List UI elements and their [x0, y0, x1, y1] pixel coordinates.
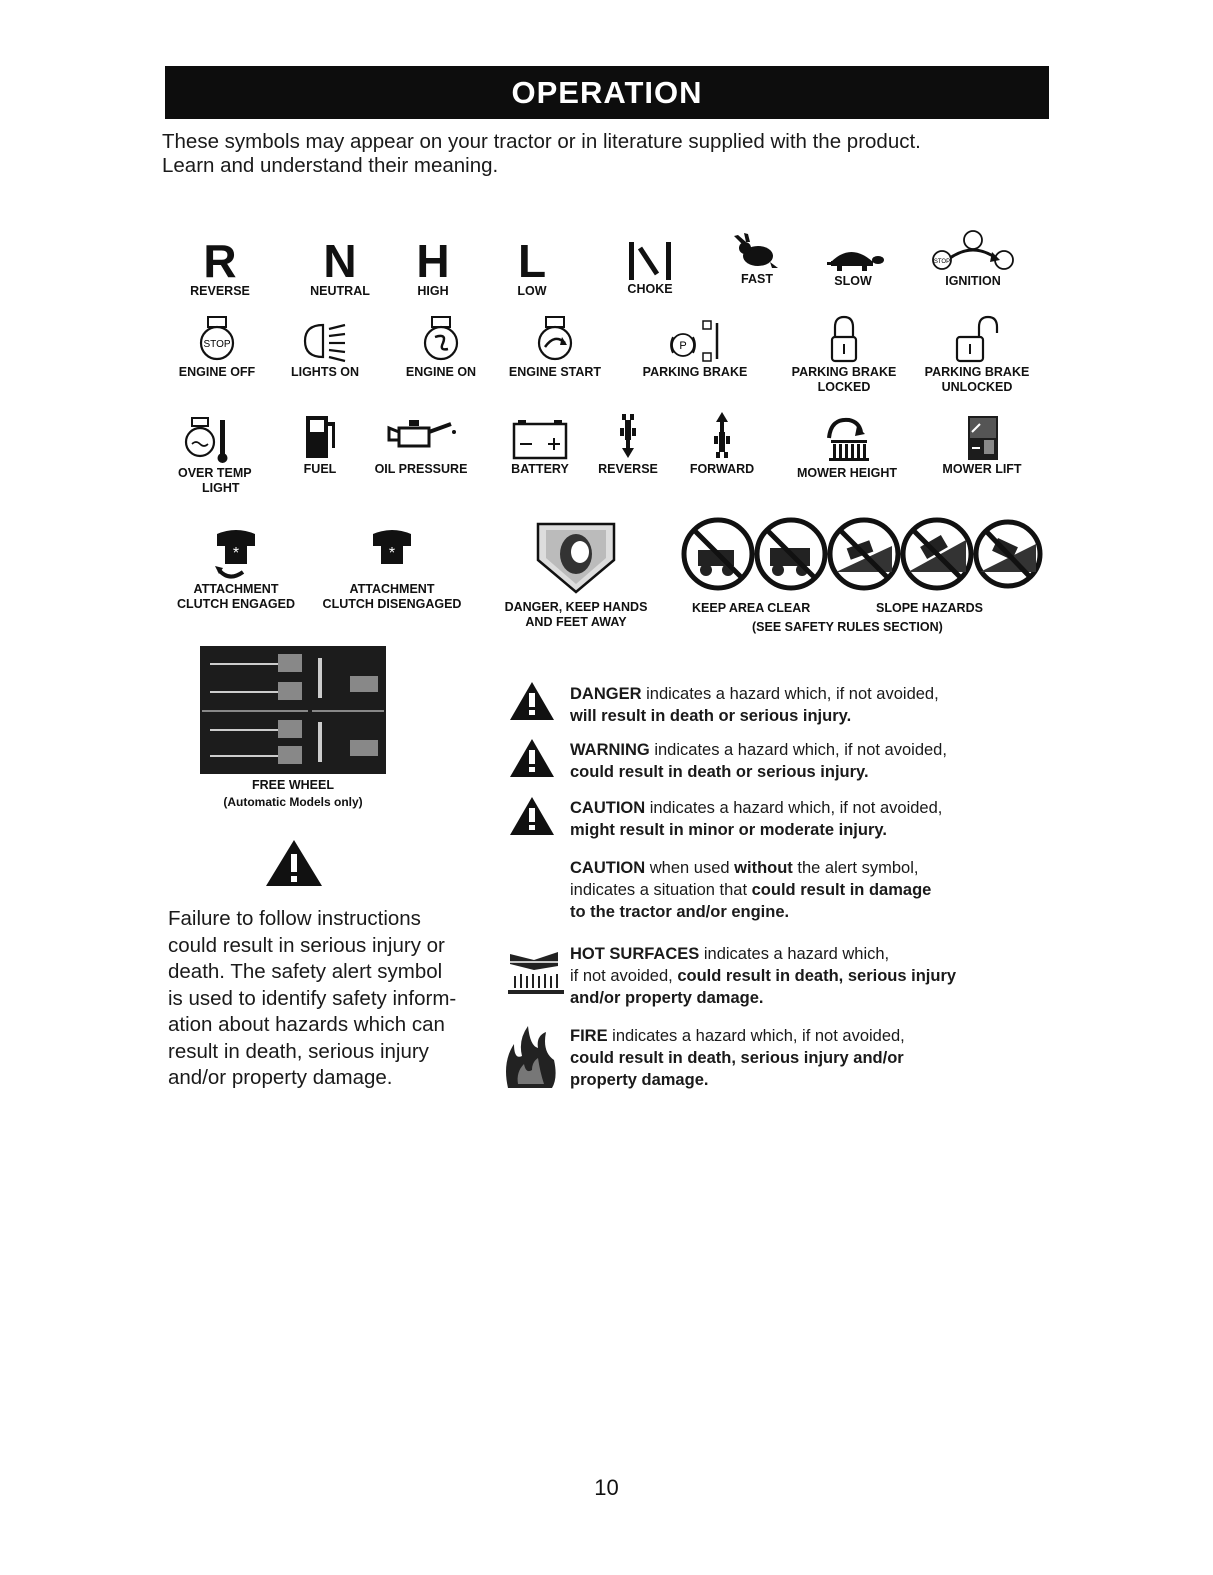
svg-text:*: * [388, 545, 396, 562]
label-engine-off: ENGINE OFF [178, 365, 256, 379]
label-engine-start: ENGINE START [508, 365, 602, 379]
hazard-hot-surfaces [570, 943, 1040, 1009]
caution2-d: to the tractor and/or engine. [570, 903, 790, 921]
warning-bold: could result in death or serious injury. [570, 763, 869, 781]
hazard-fire [570, 1025, 1040, 1091]
warning-triangle-icon [264, 838, 324, 888]
label-fast: FAST [741, 272, 773, 286]
mower-lift-icon [962, 410, 1002, 462]
symbol-parking-brake-unlocked [913, 313, 1041, 395]
park-letter: P [679, 340, 687, 352]
symbol-attachment-engaged [170, 528, 302, 612]
fuel-pump-icon [300, 410, 340, 462]
label-forward-arrow: FORWARD [689, 462, 755, 476]
label-keep-area-clear: KEEP AREA CLEAR [692, 601, 811, 615]
fire-text: indicates a hazard which, if not avoided, [607, 1027, 905, 1045]
label-pb-locked-2: LOCKED [817, 380, 871, 394]
label-free-wheel-note: (Automatic Models only) [223, 795, 363, 809]
caution-alert-icon [508, 795, 556, 842]
danger-text: indicates a hazard which, if not avoided, [641, 685, 939, 703]
fire-bold-2: property damage. [570, 1071, 709, 1089]
turtle-icon [821, 240, 885, 274]
caution2-without: without [734, 859, 793, 877]
label-reverse-arrow: REVERSE [598, 462, 658, 476]
label-att-eng-2: CLUTCH ENGAGED [176, 597, 296, 611]
symbol-battery [500, 410, 580, 477]
failure-line-6: result in death, serious injury [168, 1039, 429, 1063]
pto-disengaged-icon [367, 528, 417, 584]
slope-hazard-icon-3 [976, 522, 1040, 586]
label-free-wheel: FREE WHEEL [252, 778, 334, 792]
warning-alert-icon [508, 737, 556, 784]
symbol-engine-start [500, 313, 610, 380]
reverse-letter: R [203, 235, 237, 287]
symbol-parking-brake [630, 313, 760, 380]
mower-height-icon [817, 410, 877, 466]
prohibition-icons [678, 516, 1044, 592]
symbol-slow [818, 240, 888, 289]
caution-text: indicates a hazard which, if not avoided, [645, 799, 943, 817]
label-mower-lift: MOWER LIFT [942, 462, 1022, 476]
symbol-oil-pressure [366, 410, 476, 477]
hand-hazard-icon [534, 520, 618, 594]
engine-on-icon [421, 313, 461, 365]
label-choke: CHOKE [627, 282, 673, 296]
symbol-lights-on [280, 313, 370, 380]
label-safety-rules: (SEE SAFETY RULES SECTION) [752, 620, 943, 634]
label-low: LOW [517, 284, 547, 298]
intro-line-2: Learn and understand their meaning. [162, 154, 499, 177]
warning-word: WARNING [570, 741, 650, 759]
symbol-neutral [302, 235, 378, 299]
ignition-stop-text: STOP [933, 259, 951, 265]
free-wheel-caption [200, 777, 386, 811]
caution2-word: CAUTION [570, 859, 646, 877]
label-mower-height: MOWER HEIGHT [797, 466, 897, 480]
caution2-a: when used [645, 859, 735, 877]
neutral-letter: N [323, 235, 357, 287]
label-pb-unlocked-1: PARKING BRAKE [924, 365, 1030, 379]
ignition-icon [930, 228, 1016, 274]
failure-line-7: and/or property damage. [168, 1066, 393, 1089]
no-bystanders-icon-1 [684, 520, 752, 588]
label-fuel: FUEL [303, 462, 337, 476]
intro-line-1: These symbols may appear on your tractor or in literature supplied with the product. [162, 130, 921, 153]
slope-hazard-icon-2 [903, 520, 971, 588]
label-lights-on: LIGHTS ON [290, 365, 360, 379]
fire-bold-1: could result in death, serious injury and/or [570, 1049, 904, 1067]
headlight-icon [297, 313, 353, 365]
thermometer-engine-icon [184, 410, 234, 466]
engine-start-icon [535, 313, 575, 365]
free-wheel-panel [200, 646, 386, 774]
symbol-attachment-disengaged [312, 528, 472, 612]
reverse-tractor-icon [613, 410, 643, 462]
label-over-temp-1: OVER TEMP [178, 466, 252, 480]
label-neutral: NEUTRAL [310, 284, 370, 298]
label-high: HIGH [417, 284, 449, 298]
label-danger-1: DANGER, KEEP HANDS [504, 600, 648, 614]
hot-text: indicates a hazard which, [699, 945, 890, 963]
symbol-high [405, 235, 461, 299]
failure-paragraph [168, 906, 488, 1092]
symbol-forward-arrow [682, 410, 762, 477]
symbol-engine-on [396, 313, 486, 380]
svg-text:*: * [232, 545, 240, 562]
symbol-reverse [185, 235, 255, 299]
low-letter: L [517, 235, 547, 287]
free-wheel-diagram-icon [200, 646, 386, 774]
hot-bold-2: and/or property damage. [570, 989, 764, 1007]
label-slope-hazards: SLOPE HAZARDS [876, 601, 983, 615]
label-over-temp-2: LIGHT [202, 481, 240, 495]
symbol-choke [615, 238, 685, 297]
label-reverse: REVERSE [190, 284, 250, 298]
symbol-keep-hands-away [492, 520, 660, 630]
engine-off-stop-text: STOP [203, 339, 231, 350]
no-bystanders-icon-2 [757, 520, 825, 588]
symbol-low [507, 235, 557, 299]
label-parking-brake: PARKING BRAKE [642, 365, 748, 379]
choke-icon [623, 238, 677, 282]
intro-text [162, 130, 1062, 178]
hot-surface-icon [504, 944, 568, 1005]
hazard-caution [570, 797, 1040, 841]
rabbit-icon [732, 232, 782, 272]
failure-line-3: death. The safety alert symbol [168, 960, 443, 983]
symbol-over-temp [178, 410, 268, 496]
danger-word: DANGER [570, 685, 642, 703]
pto-engaged-icon [211, 528, 261, 584]
fire-icon [500, 1022, 560, 1097]
hot-bold-1: could result in death, serious injury [677, 967, 957, 985]
hazard-caution-no-symbol [570, 857, 1040, 923]
slope-hazard-icon-1 [830, 520, 898, 588]
symbol-ignition [930, 228, 1016, 289]
symbol-fuel [290, 410, 350, 477]
label-oil-pressure: OIL PRESSURE [374, 462, 468, 476]
caution-bold: might result in minor or moderate injury. [570, 821, 887, 839]
fire-word: FIRE [570, 1027, 608, 1045]
lock-closed-icon [824, 313, 864, 365]
lock-open-icon [949, 313, 1005, 365]
label-ignition: IGNITION [945, 274, 1001, 288]
battery-icon [510, 410, 570, 462]
failure-line-4: is used to identify safety inform- [168, 986, 457, 1010]
forward-tractor-icon [707, 410, 737, 462]
hot-word: HOT SURFACES [570, 945, 700, 963]
caution2-b: the alert symbol, [792, 859, 919, 877]
label-att-dis-1: ATTACHMENT [349, 582, 435, 596]
label-pb-unlocked-2: UNLOCKED [941, 380, 1013, 394]
symbol-fast [722, 232, 792, 287]
failure-line-5: ation about hazards which can [168, 1013, 445, 1036]
warning-text: indicates a hazard which, if not avoided, [649, 741, 947, 759]
label-att-dis-2: CLUTCH DISENGAGED [322, 597, 462, 611]
symbol-parking-brake-locked [780, 313, 908, 395]
page-number: 10 [594, 1475, 619, 1500]
symbol-reverse-arrow [590, 410, 666, 477]
section-title: OPERATION [511, 75, 703, 110]
label-battery: BATTERY [511, 462, 569, 476]
hazard-danger [570, 683, 1040, 727]
engine-off-icon [197, 313, 237, 365]
hazard-warning [570, 739, 1040, 783]
parking-brake-icon [665, 313, 725, 365]
label-slow: SLOW [834, 274, 872, 288]
label-danger-2: AND FEET AWAY [525, 615, 627, 629]
symbol-mower-lift [932, 410, 1032, 477]
hot-a: if not avoided, [570, 967, 678, 985]
danger-bold: will result in death or serious injury. [570, 707, 852, 725]
symbol-mower-height [785, 410, 909, 481]
label-att-eng-1: ATTACHMENT [193, 582, 279, 596]
section-title-banner [165, 66, 1049, 119]
caution2-could: could result in damage [751, 881, 932, 899]
safety-alert-symbol [264, 838, 324, 893]
prohibition-icon-group [678, 516, 1044, 592]
oil-can-icon [381, 410, 461, 462]
label-engine-on: ENGINE ON [405, 365, 477, 379]
label-pb-locked-1: PARKING BRAKE [791, 365, 897, 379]
high-letter: H [416, 235, 450, 287]
caution2-c: indicates a situation that [570, 881, 752, 899]
caution-word: CAUTION [570, 799, 646, 817]
failure-line-2: could result in serious injury or [168, 933, 445, 957]
danger-alert-icon [508, 680, 556, 727]
symbol-engine-off [170, 313, 264, 380]
failure-line-1: Failure to follow instructions [168, 907, 421, 930]
